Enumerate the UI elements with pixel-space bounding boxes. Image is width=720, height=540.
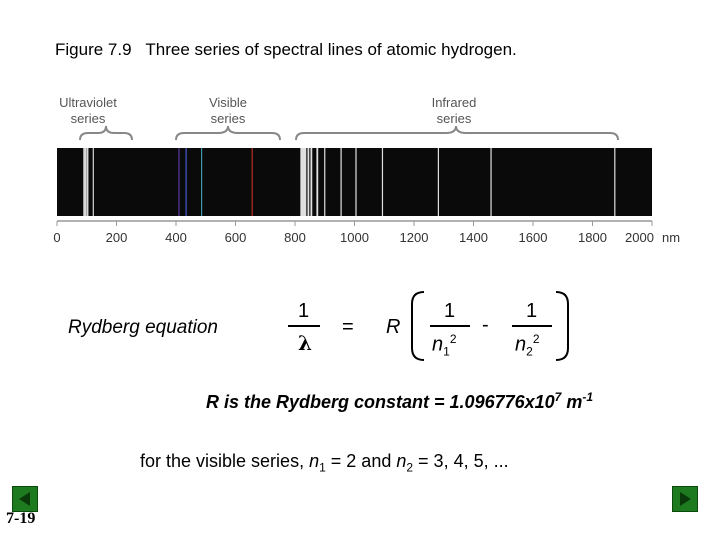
axis-tick-label: 1400: [459, 230, 488, 245]
frac1-denominator: $n_1^2$: [432, 332, 457, 359]
axis-tick-label: 1600: [518, 230, 548, 245]
axis-tick-label: 400: [165, 230, 187, 245]
triangle-right-icon: [673, 487, 697, 511]
equals-sign: =: [342, 316, 354, 338]
infrared-series-label: Infrared series: [431, 95, 477, 126]
rydberg-equation-label: Rydberg equation: [68, 317, 218, 338]
minus-sign: -: [482, 314, 489, 336]
figure-title: Three series of spectral lines of atomic hydrogen.: [145, 40, 517, 59]
figure-number: Figure 7.9: [55, 40, 132, 59]
right-parenthesis: [556, 292, 568, 360]
axis-tick-label: 800: [284, 230, 306, 245]
axis-tick-label: 1200: [399, 230, 429, 245]
axis-tick-label: 2000: [625, 230, 654, 245]
visible-series-statement: for the visible series, $n_1 = 2$ and $n_2 = 3$, 4, 5, ...: [140, 451, 509, 475]
lhs-denominator-lambda: λ: [298, 331, 313, 355]
axis-unit-label: nm: [662, 230, 681, 245]
frac1-bar: [430, 325, 470, 327]
axis-tick-label: 1800: [578, 230, 607, 245]
frac2-numerator: 1: [526, 300, 538, 322]
triangle-left-icon: [13, 487, 37, 511]
previous-slide-button[interactable]: [12, 486, 38, 512]
rydberg-constant-symbol: R: [386, 316, 401, 338]
axis-tick-label: 0: [53, 230, 61, 245]
rydberg-constant-statement: R is the Rydberg constant = $1.096776x10^7$ $m^{-1}$: [206, 390, 594, 412]
left-parenthesis: [412, 292, 424, 360]
frac2-bar: [512, 325, 552, 327]
ultraviolet-series-label: Ultraviolet series: [59, 95, 117, 126]
axis-tick-label: 200: [105, 230, 128, 245]
lhs-numerator: 1: [298, 300, 310, 322]
frac1-numerator: 1: [444, 300, 456, 322]
axis-tick-label: 600: [224, 230, 247, 245]
slide-number: 7-19: [6, 510, 36, 527]
visible-series-label: Visible series: [208, 95, 248, 126]
next-slide-button[interactable]: [672, 486, 698, 512]
axis-tick-label: 1000: [340, 230, 369, 245]
frac2-denominator: $n_2^2$: [515, 332, 540, 359]
